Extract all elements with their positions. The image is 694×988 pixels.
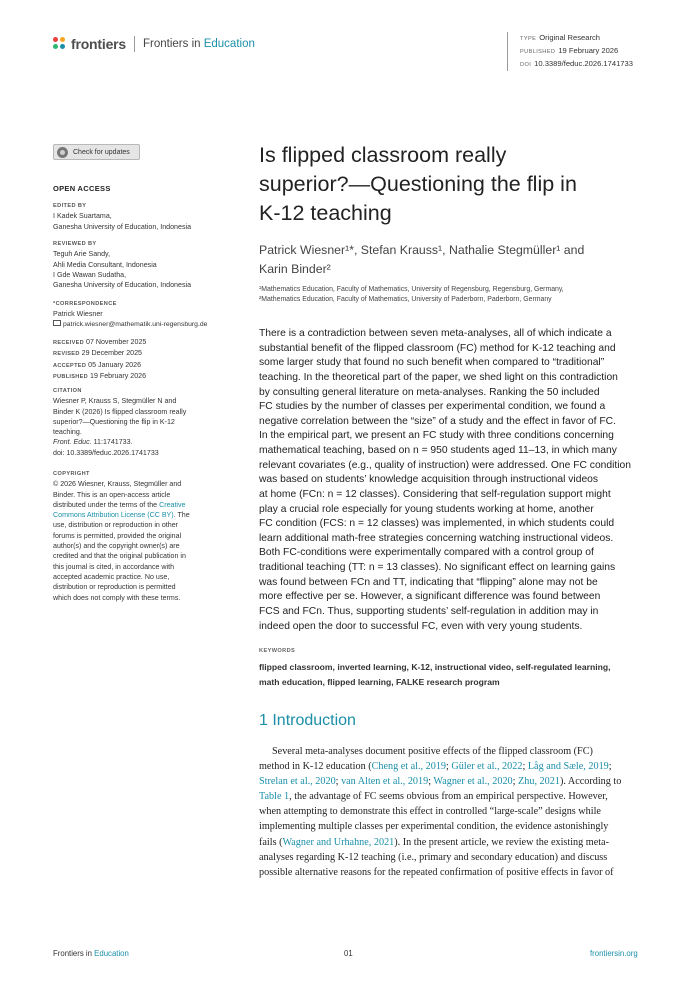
date-received: RECEIVED 07 November 2025 <box>53 338 147 346</box>
frontiers-logo[interactable] <box>53 36 255 52</box>
check-updates-label: Check for updates <box>73 148 130 156</box>
section-heading-introduction: 1 Introduction <box>259 712 356 729</box>
citation-doi[interactable]: doi: 10.3389/feduc.2026.1741733 <box>53 448 159 457</box>
citation-block: CITATION Wiesner P, Krauss S, Stegmüller N and Binder K (2026) Is flipped classroom really superior?—Questioning the flip in K-12 teaching. Front. Educ. 11:1741733. doi: 10.3389/feduc.2026.1741733 <box>53 386 238 458</box>
ref-link[interactable]: Güler et al., 2022 <box>451 761 523 773</box>
abstract: There is a contradiction between seven meta-analyses, all of which indicate a substantial benefit of the flipped classroom (FC) method for K-12 teaching and some larger study that found no such benefit when compared to “traditional” teaching. In the theoretical part of the paper, we shed light on this contradiction by consulting general literature on meta-analyses. Ranking the 50 included FC studies by the number of classes per experimental condition, we found a negative correlation between the “size” of a study and the effect in favor of FC. In the empirical part, we present an FC study with three conditions concerning mathematical teaching, based on n = 950 students aged 11–13, in which many relevant covariates (e.g., quality of instruction) were addressed. One FC condition was based on students’ knowledge acquisition through instructional videos at home (FCn: n = 12 classes). Considering that self-regulation support might play a crucial role especially for young students working at home, another FC condition (FCS: n = 12 classes) was implemented, in which students could learn additional math-free strategies concerning watching instructional videos. Both FC-conditions were experimentally compared with a control group of traditional teaching (TT: n = 13 classes). No significant effect on learning gains was found between FCn and TT, indicating that “flipping” alone may not be more effective per se. However, a significant difference was found between FCS and FCn. Thus, supporting students’ self-regulation in addition may in indeed open the door to successful FC, even with very young students. <box>259 328 632 632</box>
date-accepted: ACCEPTED 05 January 2026 <box>53 360 142 369</box>
article-type: TYPE Original Research <box>520 33 600 42</box>
ref-link[interactable]: Cheng et al., 2019 <box>371 761 447 773</box>
article-published: PUBLISHED 19 February 2026 <box>520 46 619 55</box>
footer-journal[interactable]: Frontiers in Education <box>53 949 129 958</box>
affiliations: ¹Mathematics Education, Faculty of Mathematics, University of Regensburg, Regensburg, Germany, ²Mathematics Education, Faculty of Mathematics, University of Paderborn, Paderborn, Germany <box>259 286 564 303</box>
reviewer-1-affiliation: Ahli Media Consultant, Indonesia <box>53 260 157 269</box>
article-title: Is flipped classroom really superior?—Questioning the flip in K-12 teaching <box>259 143 577 225</box>
article-meta <box>507 32 633 71</box>
logo-text: frontiers <box>71 36 126 52</box>
ref-link[interactable]: van Alten et al., 2019 <box>341 776 429 788</box>
email-icon <box>53 320 61 326</box>
edited-by-block: EDITED BY I Kadek Suartama, Ganesha University of Education, Indonesia <box>53 201 238 232</box>
introduction-text: Several meta-analyses document positive effects of the flipped classroom (FC) method in K-12 education (Cheng et al., 2019; Güler et al., 2022; Låg and Sæle, 2019; Strelan et al., 2020; van Alten et al., 2019; Wagner et al., 2020; Zhu, 2021). According to Table 1, the advantage of FC seems obvious from an empirical perspective. However, when attempting to demonstrate this effect in controlled “large-scale” designs while implementing multiple classes per experimental condition, the evidence astonishingly fails (Wagner and Urhahne, 2021). In the present article, we review the existing meta- analyses regarding K-12 teaching (i.e., primary and secondary education) and discuss possible alternative reasons for the repeated confirmation of positive effects in favor of <box>259 746 622 878</box>
correspondence-name: Patrick Wiesner <box>53 310 103 319</box>
logo-divider <box>134 36 135 52</box>
footer-website[interactable]: frontiersin.org <box>590 949 638 958</box>
table-1-link[interactable]: Table 1 <box>259 791 290 803</box>
check-for-updates-button[interactable] <box>53 144 140 160</box>
ref-link[interactable]: Strelan et al., 2020 <box>259 776 336 788</box>
date-revised: REVISED 29 December 2025 <box>53 349 143 358</box>
journal-name[interactable]: Frontiers in Education <box>143 38 255 50</box>
dates-block <box>53 337 238 382</box>
reviewed-by-block: REVIEWED BY Teguh Arie Sandy, Ahli Media Consultant, Indonesia I Gde Wawan Sudatha, Ganesha University of Education, Indonesia <box>53 239 238 290</box>
keywords-label: KEYWORDS <box>259 648 296 654</box>
editor-name: I Kadek Suartama, <box>53 212 112 221</box>
cc-license-link[interactable]: Creative <box>159 500 186 509</box>
frontiers-logo-icon <box>53 37 67 51</box>
correspondence-block: *CORRESPONDENCE Patrick Wiesner patrick.wiesner@mathematik.uni-regensburg.de <box>53 299 238 330</box>
ref-link[interactable]: Wagner and Urhahne, 2021 <box>282 836 395 848</box>
open-access-label: OPEN ACCESS <box>53 184 111 193</box>
date-published: PUBLISHED 19 February 2026 <box>53 371 147 380</box>
author-list: Patrick Wiesner¹*, Stefan Krauss¹, Nathalie Stegmüller¹ and Karin Binder² <box>259 243 585 276</box>
check-updates-icon <box>57 147 68 158</box>
correspondence-email[interactable]: patrick.wiesner@mathematik.uni-regensburg.de <box>53 320 238 330</box>
reviewer-2-affiliation: Ganesha University of Education, Indonesia <box>53 281 192 290</box>
keywords: flipped classroom, inverted learning, K-12, instructional video, self-regulated learning, math education, flipped learning, FALKE research program <box>259 662 611 687</box>
reviewer-2-name: I Gde Wawan Sudatha, <box>53 270 127 279</box>
ref-link[interactable]: Låg and Sæle, 2019 <box>527 761 609 773</box>
page-number: 01 <box>344 949 353 958</box>
editor-affiliation: Ganesha University of Education, Indonesia <box>53 222 192 231</box>
reviewer-1-name: Teguh Arie Sandy, <box>53 250 111 259</box>
ref-link[interactable]: Zhu, 2021 <box>518 776 560 788</box>
cc-license-link-cont[interactable]: Commons Attribution License (CC BY) <box>53 511 174 520</box>
article-doi[interactable]: DOI 10.3389/feduc.2026.1741733 <box>520 59 633 68</box>
copyright-block: COPYRIGHT © 2026 Wiesner, Krauss, Stegmüller and Binder. This is an open-access article distributed under the terms of the Creative Commons Attribution License (CC BY). The use, distribution or reproduction in other forums is permitted, provided the original author(s) and the copyright owner(s) are credited and that the original publication in this journal is cited, in accordance with accepted academic practice. No use, distribution or reproduction is permitted which does not comply with these terms. <box>53 471 190 602</box>
ref-link[interactable]: Wagner et al., 2020 <box>433 776 513 788</box>
